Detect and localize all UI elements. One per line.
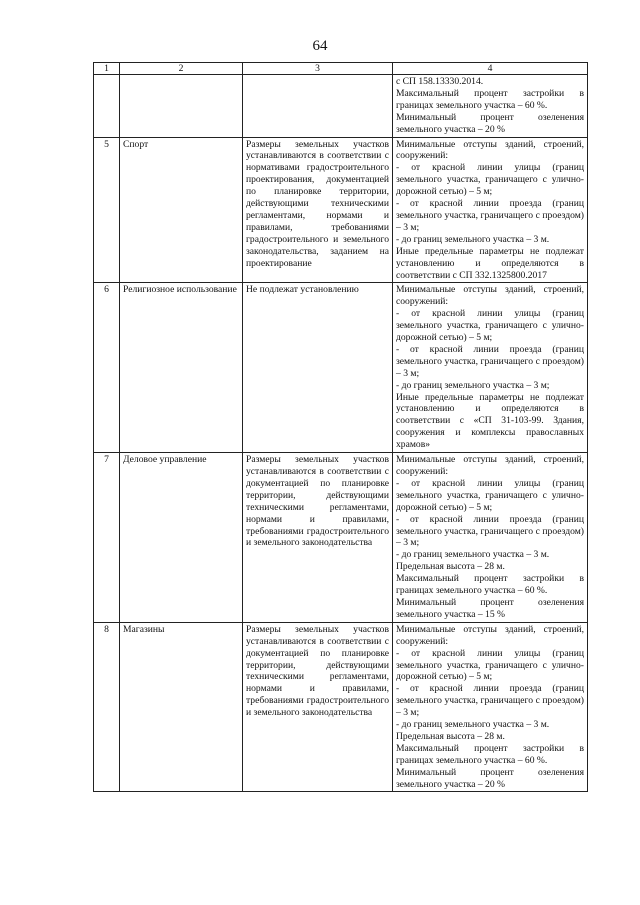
building-parameter-line: с СП 158.13330.2014.: [396, 76, 484, 87]
building-parameter-line: Минимальные отступы зданий, строений, сооружений:: [396, 623, 584, 647]
building-parameters-cell: [393, 622, 588, 792]
building-parameter-line: - от красной линии проезда (границ земельного участка, граничащего с проездом) – 3 м;: [396, 343, 584, 379]
row-number-cell: 6: [94, 283, 120, 453]
land-plot-size-text: Размеры земельных участков устанавливаются в соответствии с документацией по планировке территории, действующими техническими регламентами, нормами и правилами, требованиями градостроительного и земельного законодательства: [246, 454, 389, 549]
building-parameter-line: Предельная высота – 28 м.: [396, 561, 505, 573]
building-parameter-line: Максимальный процент застройки в границах земельного участка – 60 %.: [396, 742, 584, 766]
land-plot-size-cell: [243, 75, 393, 138]
building-parameter-line: Минимальные отступы зданий, строений, сооружений:: [396, 138, 584, 162]
header-cell-col1: 1: [94, 63, 120, 75]
row-number-cell: 8: [94, 622, 120, 792]
building-parameter-line: Предельная высота – 28 м.: [396, 730, 505, 742]
table-row: [94, 283, 588, 453]
land-use-name-cell: Религиозное использование: [120, 283, 243, 453]
building-parameter-line: Минимальные отступы зданий, строений, сооружений:: [396, 454, 584, 477]
building-parameter-line: - до границ земельного участка – 3 м.: [396, 549, 550, 561]
building-parameter-line: - от красной линии проезда (границ земельного участка, граничащего с проездом) – 3 м;: [396, 513, 584, 549]
row-number-cell: 7: [94, 453, 120, 623]
land-use-name-cell: Магазины: [120, 622, 243, 792]
row-number-cell: [94, 75, 120, 138]
table-row: [94, 622, 588, 792]
building-parameter-line: Минимальный процент озеленения земельного участка – 20 %: [396, 766, 584, 790]
building-parameter-line: - от красной линии улицы (границ земельного участка, граничащего с улично-дорожной сетью) – 5 м;: [396, 308, 584, 344]
table-header-row: [94, 63, 588, 75]
land-use-name-cell: Спорт: [120, 137, 243, 283]
building-parameters-cell: [393, 283, 588, 453]
zoning-parameters-table: [93, 62, 588, 792]
building-parameter-line: - от красной линии улицы (границ земельного участка, граничащего с улично-дорожной сетью) – 5 м;: [396, 162, 584, 198]
table-row: [94, 453, 588, 623]
building-parameter-line: Иные предельные параметры не подлежат установлению и определяются в соответствии с СП 332.1325800.2017: [396, 245, 584, 281]
land-plot-size-cell: [243, 137, 393, 283]
building-parameter-line: Минимальные отступы зданий, строений, сооружений:: [396, 284, 584, 308]
land-plot-size-text: Размеры земельных участков устанавливаются в соответствии с нормативами градостроительного проектирования, документацией по планировке территории, действующими техническими регламентами, нормами и правилами, требованиями градостроительного и земельного законодательства, заданием на проектирование: [246, 138, 389, 269]
building-parameter-line: Максимальный процент застройки в границах земельного участка – 60 %.: [396, 573, 584, 597]
land-use-name-cell: Деловое управление: [120, 453, 243, 623]
building-parameter-line: - от красной линии улицы (границ земельного участка, граничащего с улично-дорожной сетью) – 5 м;: [396, 477, 584, 513]
land-plot-size-text: Размеры земельных участков устанавливаются в соответствии с документацией по планировке территории, действующими техническими регламентами, нормами и правилами, требованиями градостроительного и земельного законодательства: [246, 623, 389, 719]
building-parameter-line: - от красной линии проезда (границ земельного участка, граничащего с проездом) – 3 м;: [396, 198, 584, 233]
land-plot-size-cell: [243, 622, 393, 792]
building-parameters-cell: [393, 137, 588, 283]
land-use-name-cell: [120, 75, 243, 138]
building-parameter-line: - от красной линии улицы (границ земельного участка, граничащего с улично-дорожной сетью) – 5 м;: [396, 647, 584, 683]
land-plot-size-text: Не подлежат установлению: [246, 284, 359, 296]
header-cell-col2: 2: [120, 63, 243, 75]
building-parameter-line: - от красной линии проезда (границ земельного участка, граничащего с проездом) – 3 м;: [396, 683, 584, 719]
building-parameter-line: - до границ земельного участка – 3 м.: [396, 719, 550, 731]
header-cell-col4: 4: [393, 63, 588, 75]
building-parameter-line: Минимальный процент озеленения земельного участка – 15 %: [396, 596, 584, 620]
building-parameter-line: - до границ земельного участка – 3 м.: [396, 233, 550, 245]
building-parameter-line: - до границ земельного участка – 3 м;: [396, 379, 550, 391]
building-parameter-line: Максимальный процент застройки в границах земельного участка – 60 %.: [396, 87, 584, 111]
row-number-cell: 5: [94, 137, 120, 283]
page-number: 64: [312, 38, 328, 54]
header-cell-col3: 3: [243, 63, 393, 75]
building-parameter-line: Иные предельные параметры не подлежат установлению и определяются в соответствии с «СП 31-103-99. Здания, сооружения и комплексы православных храмов»: [396, 391, 584, 451]
table-row: [94, 75, 588, 138]
land-plot-size-cell: [243, 283, 393, 453]
land-plot-size-cell: [243, 453, 393, 623]
building-parameters-cell: [393, 75, 588, 138]
table-row: [94, 137, 588, 283]
building-parameter-line: Минимальный процент озеленения земельного участка – 20 %: [396, 111, 584, 135]
building-parameters-cell: [393, 453, 588, 623]
